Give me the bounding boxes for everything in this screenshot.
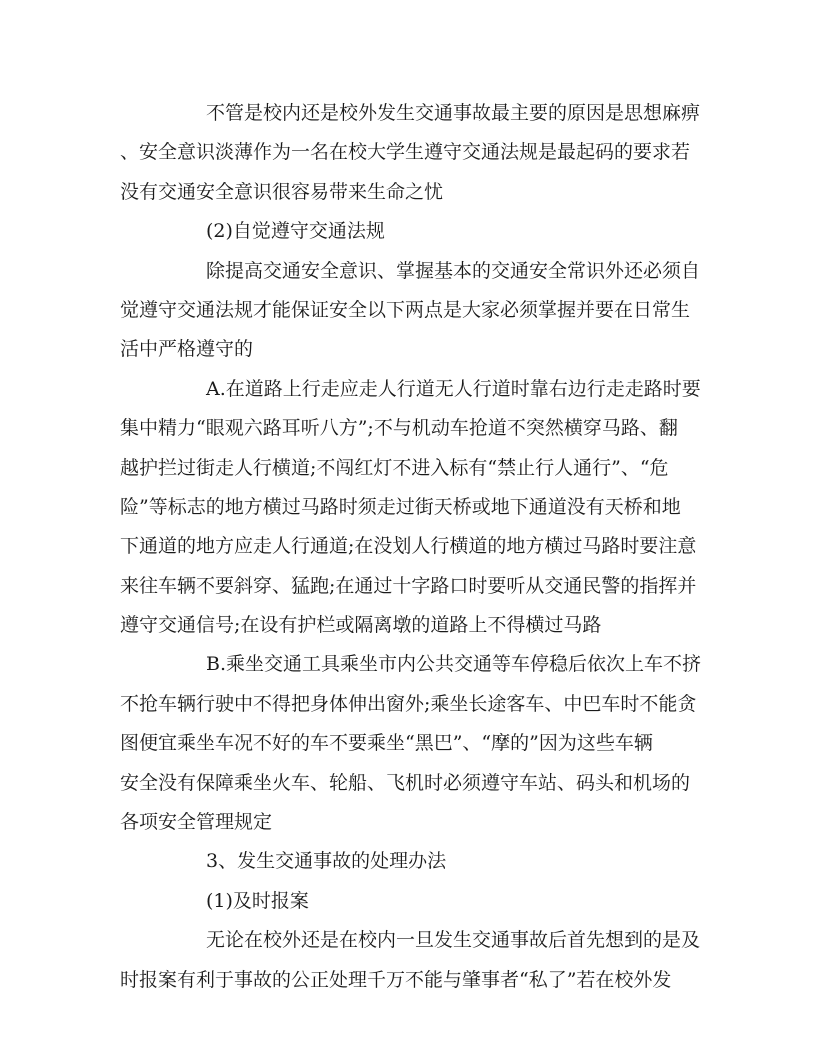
text-line: 越护拦过街走人行横道;不闯红灯不进入标有“禁止行人通行”、“危 (120, 456, 669, 479)
text-line: 各项安全管理规定 (120, 811, 273, 834)
text-line: (2)自觉遵守交通法规 (206, 220, 385, 243)
body-text (120, 94, 702, 1000)
text-line: 觉遵守交通法规才能保证安全以下两点是大家必须掌握并要在日常生 (120, 298, 691, 321)
text-line: 遵守交通信号;在设有护栏或隔离墩的道路上不得横过马路 (120, 614, 602, 637)
text-line: 除提高交通安全意识、掌握基本的交通安全常识外还必须自 (206, 259, 701, 282)
text-line: 时报案有利于事故的公正处理千万不能与肇事者“私了”若在校外发 (120, 968, 672, 991)
text-line: 活中严格遵守的 (120, 338, 254, 361)
text-line: A.在道路上行走应走人行道无人行道时靠右边行走走路时要 (206, 377, 701, 400)
text-line: 下通道的地方应走人行通道;在没划人行横道的地方横过马路时要注意 (120, 535, 697, 558)
text-line: 没有交通安全意识很容易带来生命之忧 (120, 180, 444, 203)
text-line: 、安全意识淡薄作为一名在校大学生遵守交通法规是最起码的要求若 (120, 141, 691, 164)
text-line: 来往车辆不要斜穿、猛跑;在通过十字路口时要听从交通民警的指挥并 (120, 574, 697, 597)
text-line: 无论在校外还是在校内一旦发生交通事故后首先想到的是及 (206, 929, 701, 952)
text-line: 集中精力“眼观六路耳听八方”;不与机动车抢道不突然横穿马路、翻 (120, 417, 678, 440)
text-line: 不管是校内还是校外发生交通事故最主要的原因是思想麻痹 (206, 102, 701, 124)
text-line: 不抢车辆行驶中不得把身体伸出窗外;乘坐长途客车、中巴车时不能贪 (120, 692, 697, 715)
text-line: 3、发生交通事故的处理办法 (206, 850, 447, 873)
text-line: B.乘坐交通工具乘坐市内公共交通等车停稳后依次上车不挤 (206, 653, 702, 676)
text-line: 险”等标志的地方横过马路时须走过街天桥或地下通道没有天桥和地 (120, 495, 681, 518)
text-line: (1)及时报案 (206, 889, 309, 912)
text-line: 安全没有保障乘坐火车、轮船、飞机时必须遵守车站、码头和机场的 (120, 771, 691, 794)
text-line: 图便宜乘坐车况不好的车不要乘坐“黑巴”、“摩的”因为这些车辆 (120, 732, 653, 755)
